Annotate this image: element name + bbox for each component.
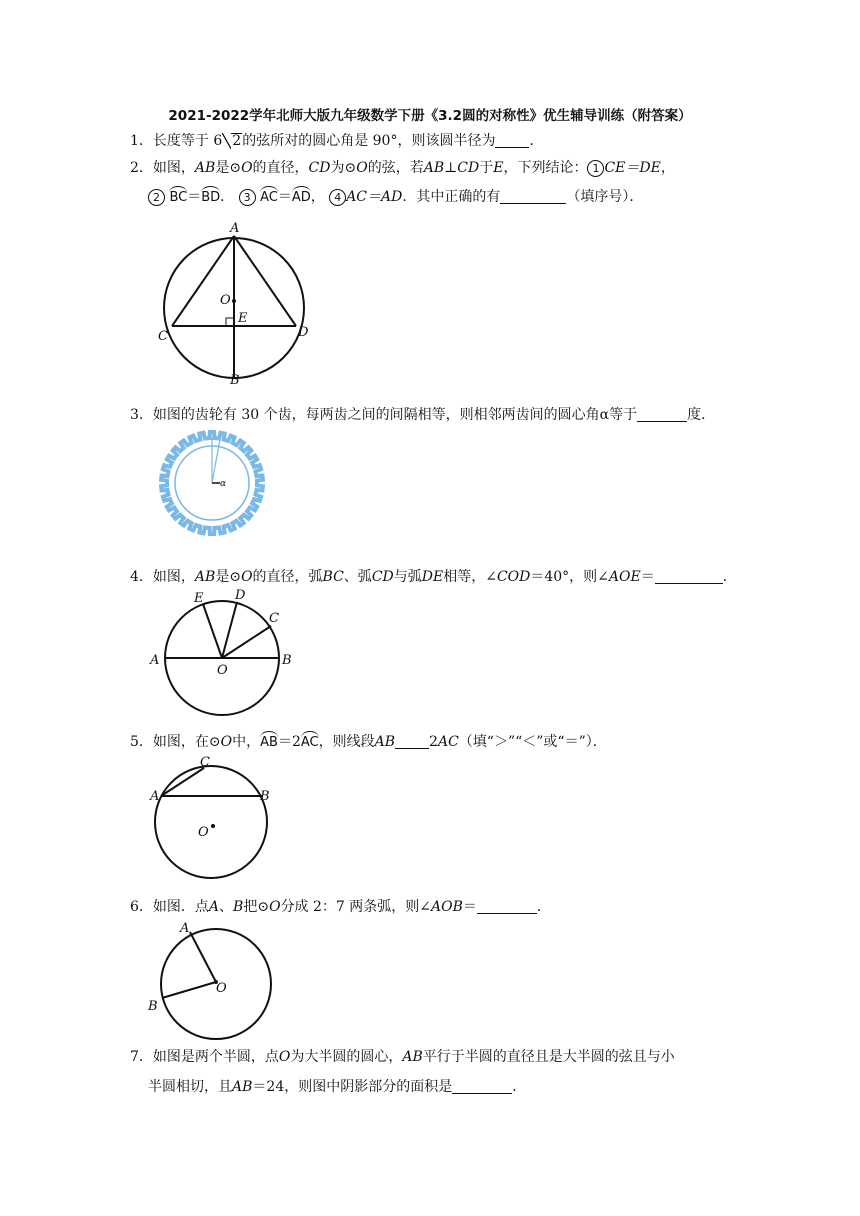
figure-q3-gear: [148, 430, 276, 536]
arc-BD: BD: [201, 190, 221, 205]
question-2-line-2: 2 BC＝BD． 3 AC＝AD， 4 AC＝AD．其中正确的有 （填序号）．: [148, 186, 643, 206]
answer-blank[interactable]: [500, 189, 566, 204]
question-7-line-1: 7．如图是两个半圆，点O为大半圆的圆心，AB平行于半圆的直径且是大半圆的弦且与小: [130, 1049, 675, 1065]
label-B: B: [148, 999, 158, 1014]
question-2-line-1: 2．如图，AB是⊙O的直径，CD为⊙O的弦，若AB⊥CD于E，下列结论： 1 CE＝DE，: [130, 160, 675, 176]
answer-blank[interactable]: [452, 1079, 512, 1094]
arc-AC: AC: [260, 190, 278, 205]
label-D: D: [298, 325, 309, 340]
label-B: B: [282, 653, 292, 668]
label-A: A: [230, 221, 240, 236]
label-A: A: [180, 921, 190, 936]
label-A: A: [150, 653, 160, 668]
label-B: B: [260, 789, 270, 804]
label-C: C: [200, 755, 210, 770]
answer-blank[interactable]: [395, 734, 429, 749]
label-D: D: [235, 588, 246, 603]
figure-q4: [146, 586, 306, 716]
figure-q6: [146, 918, 276, 1040]
answer-blank[interactable]: [637, 407, 687, 422]
question-4: 4．如图，AB是⊙O的直径，弧BC、弧CD与弧DE相等，∠COD＝40°，则∠AOE＝ ．: [130, 569, 737, 585]
question-3: 3．如图的齿轮有 30 个齿，每两齿之间的间隔相等，则相邻两齿间的圆心角α等于 度．: [130, 407, 716, 423]
label-A: A: [150, 789, 160, 804]
arc-AC: AC: [300, 735, 319, 750]
sqrt-symbol: 2: [232, 133, 242, 149]
question-7-line-2: 半圆相切，且AB＝24，则图中阴影部分的面积是 ．: [148, 1079, 527, 1095]
figure-q5: [146, 754, 280, 888]
label-O: O: [217, 663, 228, 678]
question-1: 1．长度等于 6 2的弦所对的圆心角是 90°，则该圆半径为 ．: [130, 133, 544, 149]
arc-AB: AB: [260, 735, 278, 750]
question-5: 5．如图，在⊙O中，AB＝2AC，则线段AB 2AC（填“＞”“＜”或“＝”）．: [130, 734, 607, 750]
answer-blank[interactable]: [477, 899, 537, 914]
label-O: O: [198, 825, 209, 840]
label-B: B: [230, 373, 240, 388]
label-C: C: [158, 329, 168, 344]
label-C: C: [269, 611, 279, 626]
figure-q2: [150, 218, 340, 388]
label-O: O: [220, 293, 231, 308]
label-O: O: [216, 981, 227, 996]
answer-blank[interactable]: [495, 133, 529, 148]
answer-blank[interactable]: [655, 569, 723, 584]
label-alpha: α: [220, 479, 227, 489]
label-E: E: [194, 591, 204, 606]
label-E: E: [238, 311, 248, 326]
arc-AD: AD: [291, 190, 311, 205]
question-6: 6．如图．点A、B把⊙O分成 2：7 两条弧，则∠AOB＝ ．: [130, 899, 551, 915]
page-title: 2021-2022学年北师大版九年级数学下册《3.2圆的对称性》优生辅导训练（附答案）: [168, 108, 692, 124]
arc-BC: BC: [169, 190, 188, 205]
circle-symbol: ⊙: [229, 160, 242, 176]
